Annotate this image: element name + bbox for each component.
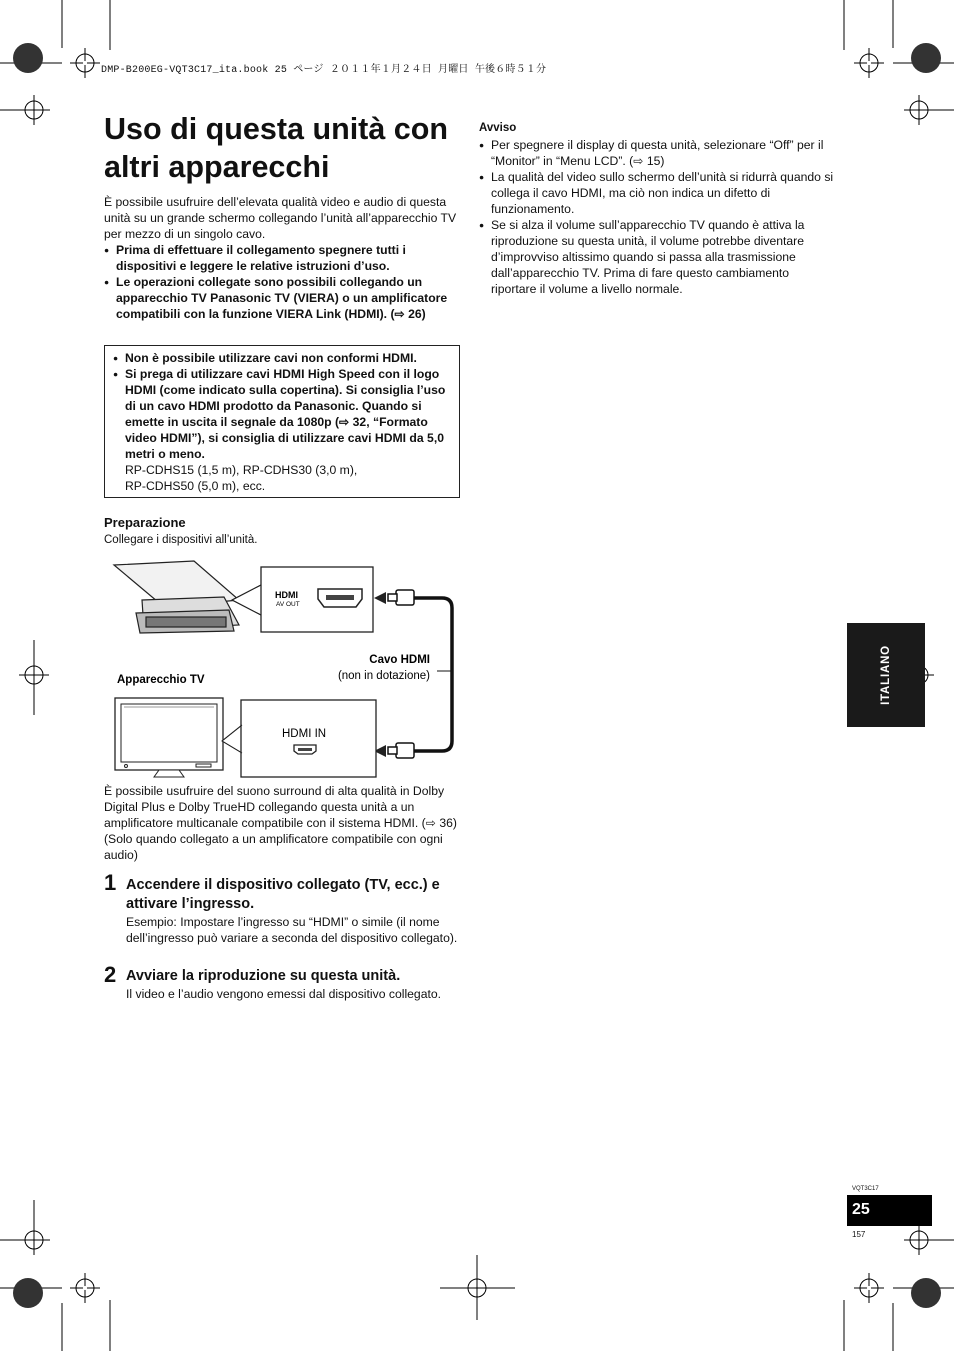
print-header: DMP-B200EG-VQT3C17_ita.book 25 ページ ２０１１年１月２４日 月曜日 午後６時５１分 (101, 65, 547, 76)
intro-section (104, 194, 462, 322)
language-tab-label: ITALIANO (880, 645, 892, 705)
tv-illustration (115, 698, 223, 777)
cable-label: Cavo HDMI (369, 654, 430, 666)
intro-bullet: ● Prima di effettuare il collegamento spegnere tutti i dispositivi e leggere le relative istruzioni d’uso. (104, 242, 462, 274)
intro-paragraph: È possibile usufruire dell’elevata qualità video e audio di questa unità su un grande schermo collegando l’unità all’apparecchio TV per mezzo di un singolo cavo. (104, 195, 457, 241)
cable-note: (non in dotazione) (337, 670, 430, 682)
step-text: Esempio: Impostare l’ingresso su “HDMI” o simile (il nome dell’ingresso può variare a seconda del dispositivo collegato). (126, 915, 458, 945)
step-text: Il video e l’audio vengono emessi dal dispositivo collegato. (126, 987, 442, 1001)
player-illustration (114, 561, 239, 633)
arrow-icon (374, 592, 386, 604)
avviso-bullet: ● Per spegnere il display di questa unità, selezionare “Off” per il “Monitor” in “Menu LCD”. (⇨ 15) (479, 137, 837, 169)
title-line-2: altri apparecchi (104, 150, 330, 184)
avviso-bullet: ● Se si alza il volume sull’apparecchio TV quando è attiva la riproduzione su questa unità, il volume potrebbe diventare d’improvviso altissimo quando si passa alla trasmissione dall’apparecchio TV. Prima di fare questo cambiamento riportare il volume a livello normale. (479, 217, 837, 297)
cable-models-line-2: RP-CDHS50 (5,0 m), ecc. (125, 479, 266, 493)
step-number: 2 (104, 962, 117, 987)
language-tab (847, 623, 925, 727)
step-heading: Avviare la riproduzione su questa unità. (126, 968, 401, 984)
notice-bullet: ● Si prega di utilizzare cavi HDMI High Speed con il logo HDMI (come indicato sulla copertina). Si consiglia l’uso di un cavo HDMI prodotto da Panasonic. Quando si emette in uscita il segnale da 1080p (⇨ 32, “Formato video HDMI”), si consiglia di utilizzare cavi HDMI da 5,0 metri o meno. (113, 366, 451, 462)
avviso-list (479, 137, 837, 297)
notice-bullet: ● Non è possibile utilizzare cavi non conformi HDMI. (113, 350, 451, 366)
avviso-heading: Avviso (479, 122, 517, 134)
step-number: 1 (104, 870, 117, 895)
hdmi-logo: HDMI (275, 590, 298, 600)
page-title (104, 110, 474, 186)
hdmi-in-label: HDMI IN (282, 728, 327, 740)
preparation-text: Collegare i dispositivi all’unità. (104, 534, 258, 546)
cable-models-line-1: RP-CDHS15 (1,5 m), RP-CDHS30 (3,0 m), (125, 463, 358, 477)
connection-diagram (104, 555, 464, 785)
doc-code: VQT3C17 (852, 1186, 879, 1192)
tv-label: Apparecchio TV (117, 674, 205, 686)
page-number-box (847, 1195, 932, 1226)
preparation-heading: Preparazione (104, 515, 186, 530)
intro-bullet: ● Le operazioni collegate sono possibili collegando un apparecchio TV Panasonic TV (VIERA) o un amplificatore compatibili con la funzione VIERA Link (HDMI). (⇨ 26) (104, 274, 462, 322)
hdmi-cable-notice-box (104, 345, 460, 498)
step-heading: Accendere il dispositivo collegato (TV, ecc.) e attivare l’ingresso. (126, 877, 440, 912)
sub-page-number: 157 (852, 1230, 866, 1239)
surround-text: È possibile usufruire del suono surround di alta qualità in Dolby Digital Plus e Dolby TrueHD collegando questa unità a un amplificatore multicanale compatibile con il sistema HDMI. (⇨ 36) (Solo quando collegato a un amplificatore compatibile con ogni audio) (104, 784, 457, 862)
avviso-bullet: ● La qualità del video sullo schermo dell’unità si ridurrà quando si collega il cavo HDMI, ma ciò non indica un difetto di funzionamento. (479, 169, 837, 217)
title-line-1: Uso di questa unità con (104, 112, 449, 146)
page-number: 25 (852, 1201, 870, 1218)
av-out-label: AV OUT (276, 601, 300, 608)
